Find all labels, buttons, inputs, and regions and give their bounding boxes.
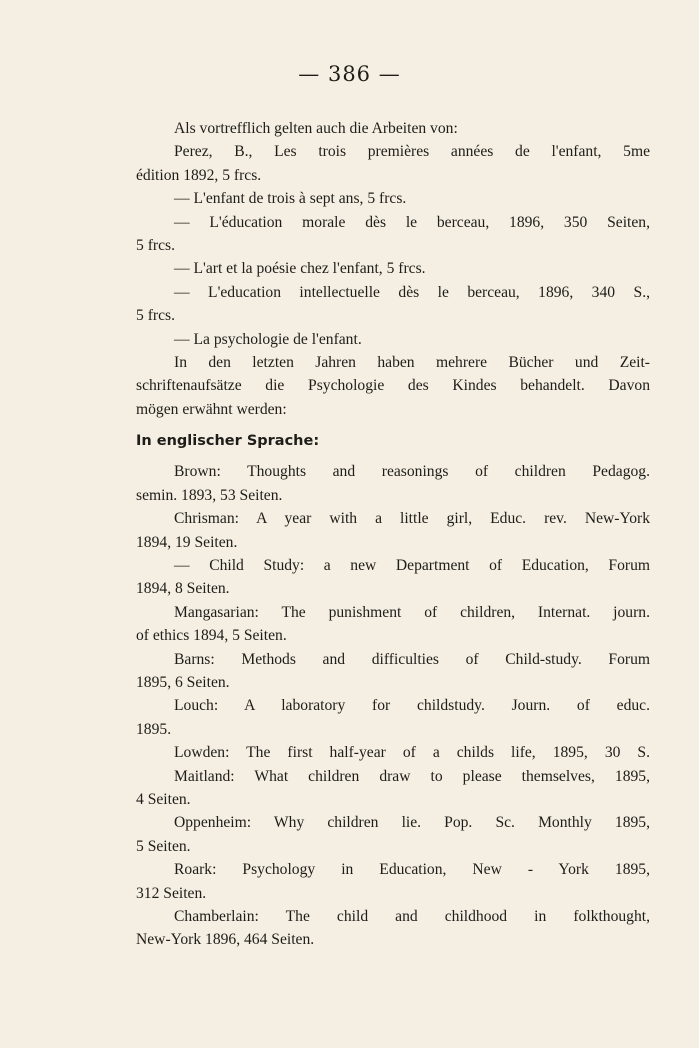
section-heading: In englischer Sprache: — [136, 433, 320, 450]
text-line: — L'art et la poésie chez l'enfant, 5 frcs. — [174, 260, 426, 278]
reference-line: Mangasarian: The punishment of children, Internat. journ. — [174, 603, 650, 621]
body-text — [136, 117, 650, 952]
text-line: — L'enfant de trois à sept ans, 5 frcs. — [174, 190, 407, 208]
reference-line: 1895. — [136, 720, 172, 738]
reference-line: of ethics 1894, 5 Seiten. — [136, 627, 287, 645]
text-line: — L'education intellectuelle dès le berceau, 1896, 340 S., — [174, 283, 650, 301]
text-line: — L'éducation morale dès le berceau, 1896, 350 Seiten, — [174, 213, 650, 231]
reference-line: Chamberlain: The child and childhood in folkthought, — [174, 907, 650, 925]
reference-line: semin. 1893, 53 Seiten. — [136, 486, 283, 504]
reference-line: Maitland: What children draw to please themselves, 1895, — [174, 767, 650, 785]
text-line: — La psychologie de l'enfant. — [174, 330, 362, 348]
text-line: Als vortrefflich gelten auch die Arbeiten von: — [174, 120, 458, 137]
reference-line: 312 Seiten. — [136, 884, 207, 902]
reference-line: 5 Seiten. — [136, 837, 191, 855]
reference-line: Chrisman: A year with a little girl, Educ. rev. New-York — [174, 510, 650, 528]
reference-line: — Child Study: a new Department of Education, Forum — [174, 557, 650, 575]
text-line: schriftenaufsätze die Psychologie des Kindes behandelt. Davon — [136, 377, 650, 395]
intro-paragraphs — [136, 117, 650, 421]
text-line: 5 frcs. — [136, 307, 175, 325]
reference-line: Louch: A laboratory for childstudy. Journ. of educ. — [174, 697, 650, 715]
reference-line: Brown: Thoughts and reasonings of children Pedagog. — [174, 463, 650, 481]
reference-line: 1894, 19 Seiten. — [136, 533, 238, 551]
text-line: édition 1892, 5 frcs. — [136, 166, 262, 184]
text-line: Perez, B., Les trois premières années de l'enfant, 5me — [174, 143, 650, 161]
text-line: 5 frcs. — [136, 236, 175, 254]
reference-line: Lowden: The first half-year of a childs life, 1895, 30 S. — [174, 744, 650, 762]
reference-line: 4 Seiten. — [136, 790, 191, 808]
reference-line: Barns: Methods and difficulties of Child-study. Forum — [174, 650, 650, 668]
reference-line: Roark: Psychology in Education, New - York 1895, — [174, 861, 650, 879]
reference-line: 1894, 8 Seiten. — [136, 580, 230, 598]
page-number: — 386 — — [298, 62, 401, 86]
reference-list — [136, 460, 650, 951]
reference-line: Oppenheim: Why children lie. Pop. Sc. Monthly 1895, — [174, 814, 650, 832]
reference-line: New-York 1896, 464 Seiten. — [136, 931, 315, 949]
text-line: In den letzten Jahren haben mehrere Bücher und Zeit- — [174, 353, 650, 371]
reference-line: 1895, 6 Seiten. — [136, 673, 230, 691]
text-line: mögen erwähnt werden: — [136, 400, 287, 418]
